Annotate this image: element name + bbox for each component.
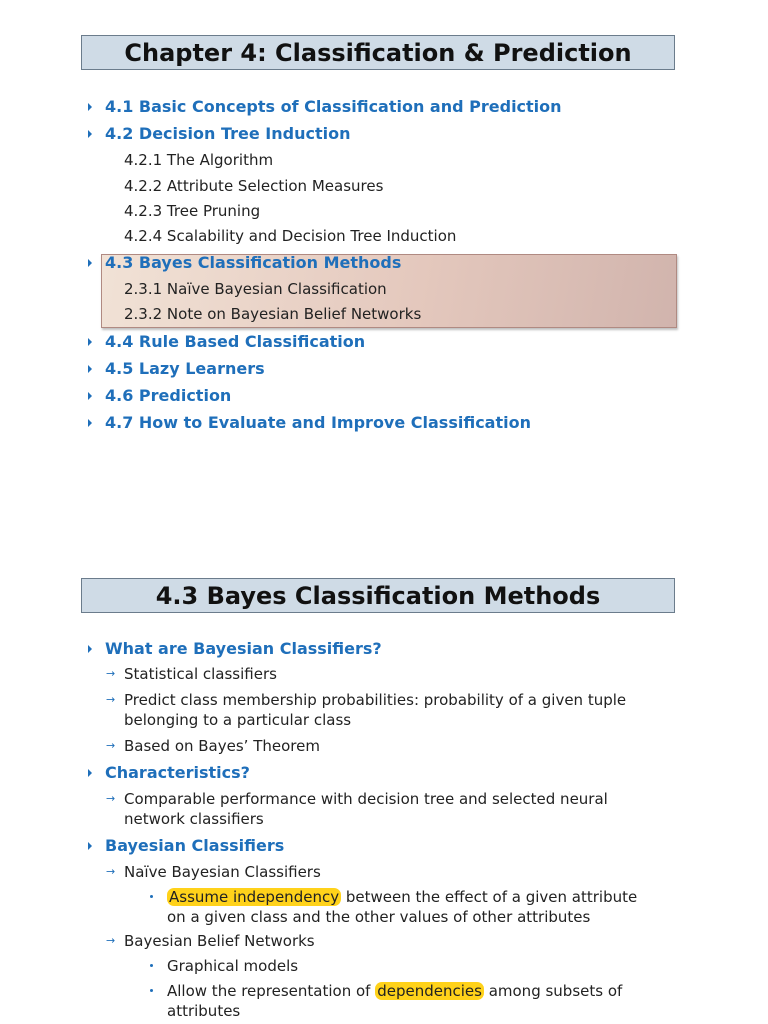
subbullet-text: attributes xyxy=(167,1002,241,1020)
bullet-triangle-icon xyxy=(88,130,92,138)
bullet-triangle-icon xyxy=(88,338,92,346)
subbullet-text-rest: between the effect of a given attribute xyxy=(341,888,638,906)
slide-title: 4.3 Bayes Classification Methods xyxy=(81,578,675,613)
outline-item-label: 4.4 Rule Based Classification xyxy=(105,332,366,351)
bullet-text: Predict class membership probabilities: probability of a given tuple xyxy=(124,691,627,709)
subbullet-text-pre: Allow the representation of xyxy=(167,982,376,1000)
bullet-text: network classifiers xyxy=(124,810,264,828)
bullet-triangle-icon xyxy=(88,103,92,111)
outline-item-label: 4.2 Decision Tree Induction xyxy=(105,124,351,143)
outline-subitem-4-2-3: 4.2.3 Tree Pruning xyxy=(124,202,261,220)
arrow-bullet-icon: → xyxy=(106,865,116,878)
bullet-triangle-icon xyxy=(88,392,92,400)
outline-subitem-4-2-1: 4.2.1 The Algorithm xyxy=(124,151,274,169)
outline-item-label: 4.7 How to Evaluate and Improve Classification xyxy=(105,413,531,432)
outline-subitem-2-3-2: 2.3.2 Note on Bayesian Belief Networks xyxy=(124,305,422,323)
outline-subitem-4-2-2: 4.2.2 Attribute Selection Measures xyxy=(124,177,384,195)
outline-subitem-2-3-1: 2.3.1 Naïve Bayesian Classification xyxy=(124,280,387,298)
bullet-text: Naïve Bayesian Classifiers xyxy=(124,863,321,881)
arrow-bullet-icon: → xyxy=(106,934,116,947)
bullet-triangle-icon xyxy=(88,419,92,427)
highlighted-term-dependencies: dependencies xyxy=(377,982,482,1000)
subbullet-text xyxy=(167,981,622,1001)
bullet-triangle-icon xyxy=(88,769,92,777)
outline-subitem-4-2-4: 4.2.4 Scalability and Decision Tree Induction xyxy=(124,227,457,245)
subbullet-text: on a given class and the other values of other attributes xyxy=(167,908,591,926)
arrow-bullet-icon: → xyxy=(106,739,116,752)
bullet-triangle-icon xyxy=(88,842,92,850)
subbullet-text-post: among subsets of xyxy=(483,982,623,1000)
outline-item-label: 4.3 Bayes Classification Methods xyxy=(105,253,402,272)
bullet-text: Comparable performance with decision tree and selected neural xyxy=(124,790,608,808)
arrow-bullet-icon: → xyxy=(106,792,116,805)
question-label: Characteristics? xyxy=(105,763,250,782)
bullet-text: Based on Bayes’ Theorem xyxy=(124,737,320,755)
arrow-bullet-icon: → xyxy=(106,667,116,680)
outline-item-label: 4.1 Basic Concepts of Classification and Prediction xyxy=(105,97,562,116)
outline-item-label: 4.6 Prediction xyxy=(105,386,232,405)
bullet-triangle-icon xyxy=(88,645,92,653)
subbullet-text xyxy=(167,887,637,907)
dot-bullet-icon xyxy=(150,989,153,992)
bullet-text: Bayesian Belief Networks xyxy=(124,932,315,950)
bullet-triangle-icon xyxy=(88,259,92,267)
subbullet-text: Graphical models xyxy=(167,957,299,975)
highlighted-term-independency: Assume independency xyxy=(169,888,340,906)
outline-item-label: 4.5 Lazy Learners xyxy=(105,359,265,378)
bullet-text: belonging to a particular class xyxy=(124,711,352,729)
dot-bullet-icon xyxy=(150,964,153,967)
question-label: What are Bayesian Classifiers? xyxy=(105,639,382,658)
arrow-bullet-icon: → xyxy=(106,693,116,706)
dot-bullet-icon xyxy=(150,895,153,898)
chapter-title: Chapter 4: Classification & Prediction xyxy=(81,35,675,70)
heading-label: Bayesian Classifiers xyxy=(105,836,285,855)
bullet-triangle-icon xyxy=(88,365,92,373)
bullet-text: Statistical classifiers xyxy=(124,665,277,683)
